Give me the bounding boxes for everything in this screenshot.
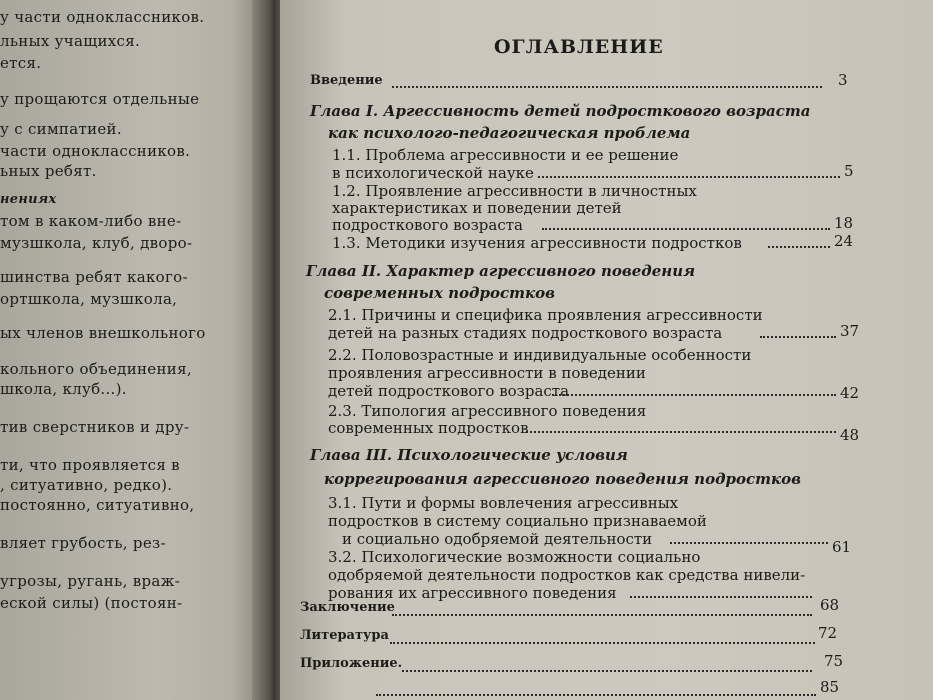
toc-section-2-2-cont: проявления агрессивности в поведении [328, 364, 646, 382]
toc-leader [552, 394, 836, 396]
left-text-line: льных учащихся. [0, 32, 141, 50]
toc-section-2-2-page: 42 [840, 384, 860, 402]
toc-leader [768, 246, 830, 248]
toc-chapter-1-label: Глава I. [310, 102, 379, 120]
left-text-line: части одноклассников. [0, 142, 191, 160]
toc-chapter-1-title-cont: как психолого-педагогическая проблема [328, 124, 691, 142]
toc-leader [392, 86, 822, 88]
toc-leader [542, 228, 830, 230]
left-text-line: угрозы, ругань, враж- [0, 572, 181, 590]
toc-chapter-2-heading [306, 262, 695, 280]
toc-intro-label: Введение [310, 73, 383, 88]
toc-chapter-3-title: Психологические условия [397, 446, 628, 464]
toc-chapter-3-title-cont: коррегирования агрессивного поведения подростков [324, 470, 802, 488]
toc-chapter-2-label: Глава II. [306, 262, 382, 280]
toc-section-1-2: 1.2. Проявление агрессивности в личностных [332, 182, 697, 200]
left-text-line: ьных ребят. [0, 162, 97, 180]
toc-section-2-1-page: 37 [840, 322, 860, 340]
left-page [0, 0, 262, 700]
toc-section-2-2-cont: детей подросткового возраста [328, 382, 570, 400]
toc-section-3-2-cont: одобряемой деятельности подростков как средства нивели- [328, 566, 806, 584]
toc-section-1-1: 1.1. Проблема агрессивности и ее решение [332, 146, 679, 164]
left-text-line: ортшкола, музшкола, [0, 290, 178, 308]
toc-section-1-2-page: 18 [834, 214, 854, 232]
page-title: ОГЛАВЛЕНИЕ [494, 36, 664, 58]
left-text-line: постоянно, ситуативно, [0, 496, 195, 514]
toc-chapter-3-label: Глава III. [310, 446, 393, 464]
left-text-line: школа, клуб...). [0, 380, 127, 398]
left-text-line: шинства ребят какого- [0, 268, 188, 286]
toc-section-2-2: 2.2. Половозрастные и индивидуальные особенности [328, 346, 752, 364]
left-text-line: у части одноклассников. [0, 8, 205, 26]
toc-chapter-3-heading [310, 446, 628, 464]
left-text-line: ти, что проявляется в [0, 456, 180, 474]
toc-chapter-2-title: Характер агрессивного поведения [386, 262, 696, 280]
left-text-line: музшкола, клуб, дворо- [0, 234, 193, 252]
toc-intro-page: 3 [838, 71, 848, 89]
toc-literature-page: 75 [824, 652, 844, 670]
toc-section-2-3-page: 48 [840, 426, 860, 444]
toc-leader [760, 336, 836, 338]
toc-page [280, 0, 933, 700]
toc-chapter-1-title: Аргессивность детей подросткового возраста [383, 102, 811, 120]
toc-section-1-3-page: 24 [834, 232, 854, 250]
toc-section-3-1-page: 61 [832, 538, 852, 556]
toc-appendix-label: Приложение. [300, 656, 403, 671]
toc-section-3-1-cont: подростков в систему социально признаваемой [328, 512, 707, 530]
toc-chapter-1-heading [310, 102, 811, 120]
toc-conclusion-label: Заключение [300, 600, 395, 615]
left-text-line: ых членов внешкольного [0, 324, 206, 342]
toc-section-1-3: 1.3. Методики изучения агрессивности подростков [332, 234, 742, 252]
left-text-line: вляет грубость, рез- [0, 534, 166, 552]
left-text-line: ется. [0, 54, 42, 72]
toc-leader [670, 542, 828, 544]
toc-leader [376, 694, 816, 696]
left-text-line: еской силы) (постоян- [0, 594, 183, 612]
toc-section-3-2-page: 68 [820, 596, 840, 614]
toc-leader [538, 176, 840, 178]
toc-section-2-1-cont: детей на разных стадиях подросткового возраста [328, 324, 723, 342]
toc-literature-label: Литература [300, 628, 389, 643]
toc-conclusion-page: 72 [818, 624, 838, 642]
toc-section-1-1-cont: в психологической науке [332, 164, 534, 182]
toc-leader [630, 596, 812, 598]
toc-appendix-page: 85 [820, 678, 840, 696]
left-text-line: нениях [0, 192, 57, 207]
toc-chapter-2-title-cont: современных подростков [324, 284, 555, 302]
left-text-line: тив сверстников и дру- [0, 418, 190, 436]
toc-section-2-3: 2.3. Типология агрессивного поведения [328, 402, 647, 420]
toc-section-2-3-cont: современных подростков [328, 419, 529, 437]
toc-section-1-2-cont: характеристиках и поведении детей [332, 199, 622, 217]
left-text-line: кольного объединения, [0, 360, 192, 378]
toc-section-3-2-cont: рования их агрессивного поведения [328, 584, 617, 602]
left-text-line: , ситуативно, редко). [0, 476, 173, 494]
left-text-line: том в каком-либо вне- [0, 212, 182, 230]
toc-section-3-2: 3.2. Психологические возможности социально [328, 548, 701, 566]
toc-section-1-1-page: 5 [844, 162, 854, 180]
left-text-line: у прощаются отдельные [0, 90, 200, 108]
left-text-line: у с симпатией. [0, 120, 122, 138]
toc-section-1-2-cont: подросткового возраста [332, 216, 523, 234]
toc-leader [392, 614, 812, 616]
toc-leader [526, 431, 836, 433]
toc-leader [390, 642, 815, 644]
toc-section-3-1-cont: и социально одобряемой деятельности [342, 530, 653, 548]
toc-section-2-1: 2.1. Причины и специфика проявления агрессивности [328, 306, 763, 324]
toc-section-3-1: 3.1. Пути и формы вовлечения агрессивных [328, 494, 679, 512]
toc-leader [402, 670, 812, 672]
